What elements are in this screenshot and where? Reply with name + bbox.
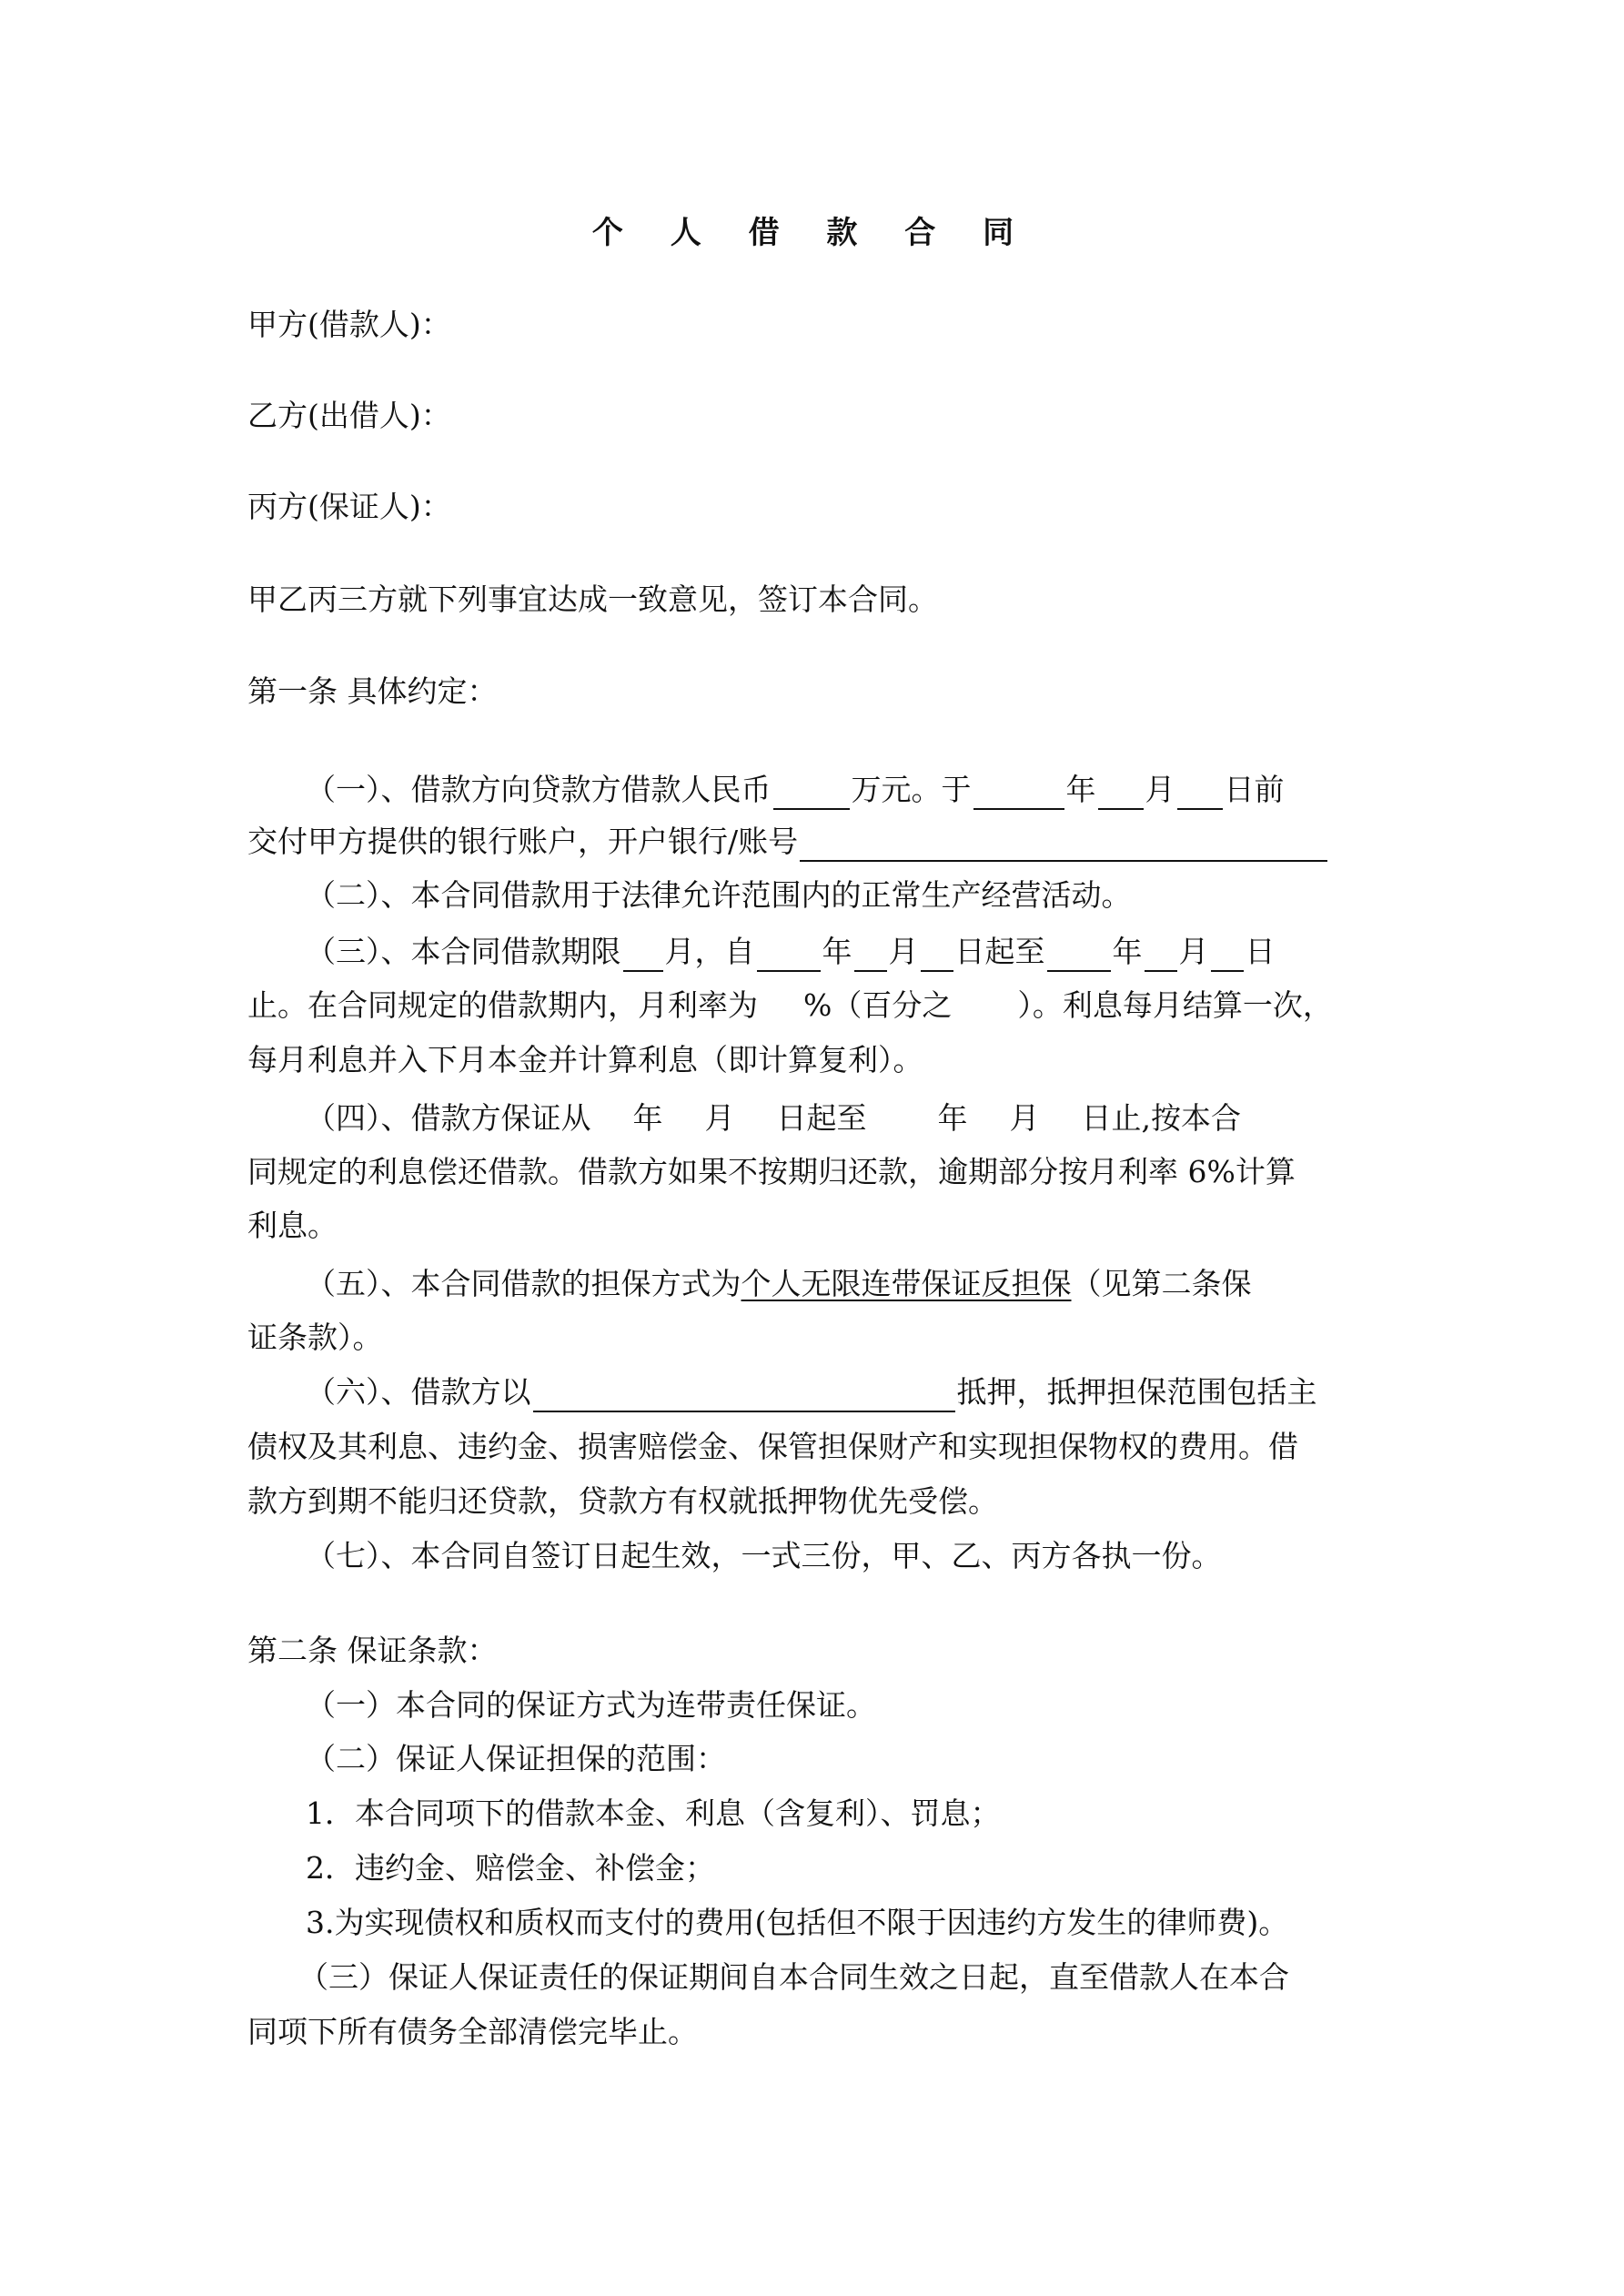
item1-account-label: 交付甲方提供的银行账户，开户银行/账号 xyxy=(247,824,799,859)
article2-sub2: 2．违约金、赔偿金、补偿金； xyxy=(306,1850,715,1886)
year-blank xyxy=(973,775,1064,810)
article2-item3-line1: （三）保证人保证责任的保证期间自本合同生效之日起，直至借款人在本合 xyxy=(298,1959,1289,1995)
article2-item3-line2: 同项下所有债务全部清偿完毕止。 xyxy=(247,2014,698,2049)
party-b-label: 乙方(出借人)： xyxy=(247,398,451,433)
article1-item3-line2 xyxy=(247,986,1333,1026)
item3-text-g: 月 xyxy=(1178,934,1209,969)
item1-text-c: 年 xyxy=(1065,772,1096,807)
article1-item2: （二）、本合同借款用于法律允许范围内的正常生产经营活动。 xyxy=(306,877,1132,913)
article1-item4-line2: 同规定的利息偿还借款。借款方如果不按期归还款，逾期部分按月利率 6%计算 xyxy=(247,1154,1296,1189)
article2-item2: （二）保证人保证担保的范围： xyxy=(306,1741,726,1776)
item3-text-b: 月，自 xyxy=(664,934,755,969)
article1-item5-line2: 证条款）。 xyxy=(247,1320,383,1355)
item6-text-b: 抵押，抵押担保范围包括主 xyxy=(956,1374,1317,1410)
article2-item1: （一）本合同的保证方式为连带责任保证。 xyxy=(306,1687,876,1723)
article1-item4-line3: 利息。 xyxy=(247,1208,338,1243)
article1-item1-line2 xyxy=(247,822,1329,862)
start-year-blank xyxy=(757,937,821,972)
item3-text-a: （三）、本合同借款期限 xyxy=(306,934,621,969)
item1-text-b: 万元。于 xyxy=(851,772,972,807)
item1-text-d: 月 xyxy=(1145,772,1175,807)
guarantee-type: 个人无限连带保证反担保 xyxy=(741,1266,1072,1301)
item3-text-h: 日 xyxy=(1245,934,1276,969)
article2-sub1: 1．本合同项下的借款本金、利息（含复利）、罚息； xyxy=(306,1795,1001,1831)
article1-item6-line2: 债权及其利息、违约金、损害赔偿金、保管担保财产和实现担保物权的费用。借 xyxy=(247,1429,1298,1464)
article1-item1-line1 xyxy=(306,770,1285,810)
collateral-blank xyxy=(533,1378,955,1412)
article1-item5-line1 xyxy=(306,1264,1252,1304)
term-months-blank xyxy=(623,937,663,972)
article1-item3-line3: 每月利息并入下月本金并计算利息（即计算复利）。 xyxy=(247,1042,923,1077)
item3-rate-c: ）。利息每月结算一次， xyxy=(1017,987,1333,1023)
article1-item3-line1 xyxy=(306,932,1276,972)
item1-text-a: （一）、借款方向贷款方借款人民币 xyxy=(306,772,772,807)
article1-item6-line3: 款方到期不能归还贷款，贷款方有权就抵押物优先受偿。 xyxy=(247,1483,998,1519)
party-a-label: 甲方(借款人)： xyxy=(247,307,451,342)
end-month-blank xyxy=(1145,937,1177,972)
item1-text-e: 日前 xyxy=(1224,772,1285,807)
day-blank xyxy=(1177,775,1223,810)
article1-item6-line1 xyxy=(306,1372,1317,1412)
item3-text-e: 日起至 xyxy=(954,934,1045,969)
month-blank xyxy=(1098,775,1144,810)
contract-title: 个 人 借 款 合 同 xyxy=(591,215,1033,251)
item3-text-f: 年 xyxy=(1112,934,1143,969)
item4-text-a: （四）、借款方保证从 xyxy=(306,1100,591,1136)
article2-heading: 第二条 保证条款： xyxy=(247,1633,498,1668)
party-c-label: 丙方(保证人)： xyxy=(247,489,451,524)
item4-text-g: 日止,按本合 xyxy=(1081,1100,1241,1136)
article1-item7: （七）、本合同自签订日起生效，一式三份，甲、乙、丙方各执一份。 xyxy=(306,1538,1222,1573)
item4-text-e: 年 xyxy=(937,1100,968,1136)
article2-sub3: 3.为实现债权和质权而支付的费用(包括但不限于因违约方发生的律师费)。 xyxy=(306,1905,1289,1940)
article1-heading: 第一条 具体约定： xyxy=(247,673,498,709)
intro-text: 甲乙丙三方就下列事宜达成一致意见，签订本合同。 xyxy=(247,582,938,617)
item5-text-a: （五）、本合同借款的担保方式为 xyxy=(306,1266,741,1301)
start-month-blank xyxy=(854,937,887,972)
item3-rate-a: 止。在合同规定的借款期内，月利率为 xyxy=(247,987,758,1023)
amount-blank xyxy=(773,775,850,810)
end-day-blank xyxy=(1211,937,1244,972)
item3-rate-b: %（百分之 xyxy=(803,987,953,1023)
item4-text-b: 年 xyxy=(632,1100,663,1136)
item4-text-d: 日起至 xyxy=(776,1100,867,1136)
item4-text-c: 月 xyxy=(704,1100,735,1136)
item5-text-c: （见第二条保 xyxy=(1071,1266,1252,1301)
article1-item4-line1 xyxy=(306,1098,1241,1138)
item3-text-c: 年 xyxy=(822,934,852,969)
item3-text-d: 月 xyxy=(888,934,919,969)
item6-text-a: （六）、借款方以 xyxy=(306,1374,531,1410)
item4-text-f: 月 xyxy=(1009,1100,1040,1136)
bank-account-blank xyxy=(800,827,1327,862)
start-day-blank xyxy=(921,937,953,972)
end-year-blank xyxy=(1047,937,1111,972)
